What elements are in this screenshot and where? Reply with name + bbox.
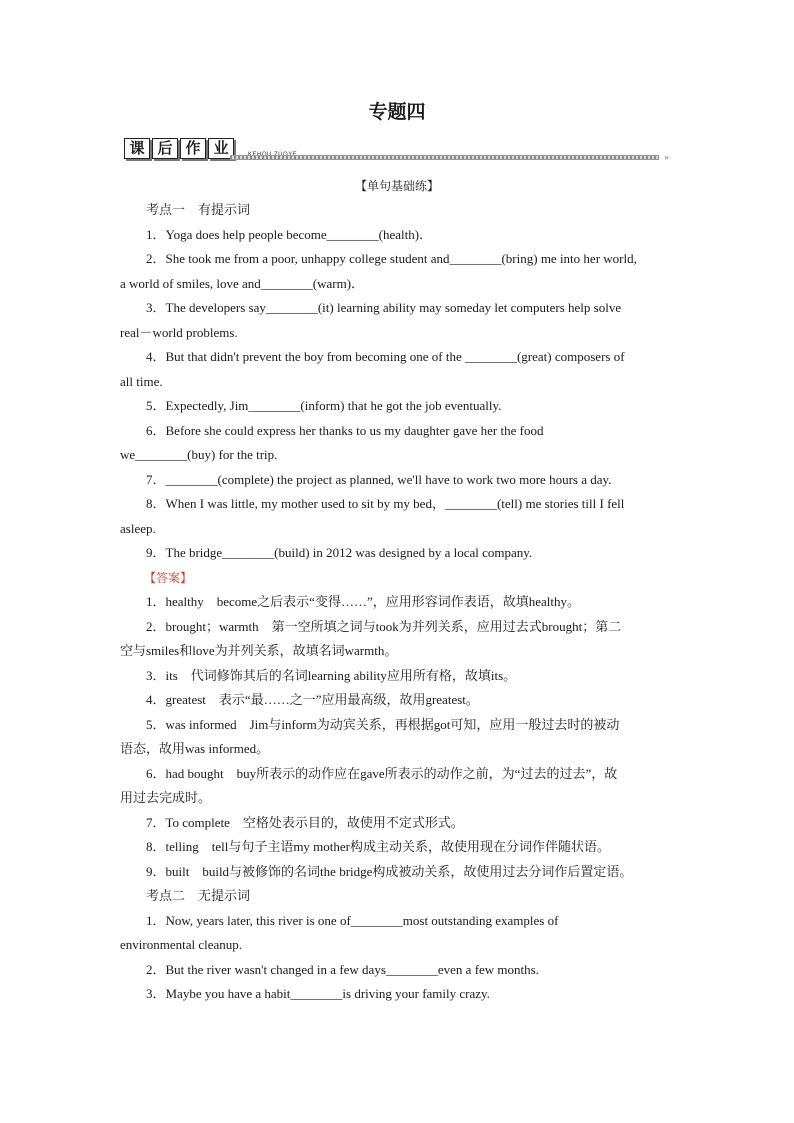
text-line: 7．________(complete) the project as planned, we'll have to work two more hours a day. — [146, 471, 612, 487]
text-line: 2．She took me from a poor, unhappy college student and________(bring) me into her world, — [146, 251, 637, 266]
text-line: 5．was informed Jim与inform为动宾关系，再根据got可知，应用一般过去时的被动 — [146, 716, 620, 732]
text-line: environmental cleanup. — [120, 937, 243, 952]
text-line: 8．When I was little, my mother used to sit by my bed，________(tell) me stories till I fell — [146, 496, 625, 511]
text-line: 1．Now, years later, this river is one of________most outstanding examples of — [146, 912, 559, 928]
text-line: 考点一 有提示词 — [146, 202, 251, 217]
text-line: 3．The developers say________(it) learning ability may someday let computers help solve — [146, 300, 622, 315]
text-line: 5．Expectedly, Jim________(inform) that he got the job eventually. — [146, 398, 502, 413]
text-line: 1．Yoga does help people become________(health)． — [146, 226, 433, 242]
text-line: 用过去完成时。 — [120, 790, 212, 805]
banner-char: 课 — [124, 138, 150, 159]
answer-heading: 【答案】 — [144, 570, 193, 585]
text-line: asleep. — [120, 520, 156, 536]
text-line: 1．healthy become之后表示“变得……”，应用形容词作表语，故填healthy。 — [146, 594, 580, 609]
banner-divider — [230, 155, 659, 160]
text-line: all time. — [120, 373, 163, 389]
text-line: 2．But the river wasn't changed in a few days________even a few months. — [146, 961, 539, 977]
text-line: 3．Maybe you have a habit________is driving your family crazy. — [146, 986, 490, 1001]
text-line: we________(buy) for the trip. — [120, 447, 278, 462]
banner-char: 作 — [180, 138, 206, 159]
text-line: 考点二 无提示词 — [146, 888, 251, 903]
banner-char: 业 — [208, 138, 234, 159]
homework-banner — [124, 138, 669, 164]
text-line: 7．To complete 空格处表示目的，故使用不定式形式。 — [146, 814, 464, 830]
text-line: real－world problems. — [120, 324, 238, 340]
page-title: 专题四 — [368, 101, 426, 123]
text-line: 2．brought；warmth 第一空所填之词与took为并列关系，应用过去式brought；第二 — [146, 618, 622, 634]
banner-boxes — [124, 138, 236, 159]
document-body — [120, 198, 674, 1007]
section-title: 【单句基础练】 — [354, 179, 439, 193]
text-line: 4．But that didn't prevent the boy from becoming one of the ________(great) composers of — [146, 349, 625, 364]
banner-char: 后 — [152, 138, 178, 159]
text-line: 空与smiles和love为并列关系，故填名词warmth。 — [120, 643, 398, 658]
text-line: 6．had bought buy所表示的动作应在gave所表示的动作之前，为“过去的过去”，故 — [146, 765, 618, 781]
text-line: 6．Before she could express her thanks to us my daughter gave her the food — [146, 422, 544, 438]
text-line: a world of smiles, love and________(warm)． — [120, 275, 365, 291]
text-line: 3．its 代词修饰其后的名词learning ability应用所有格，故填its。 — [146, 667, 517, 683]
text-line: 语态，故用was informed。 — [120, 741, 270, 756]
double-arrow-icon: » — [664, 153, 669, 162]
text-line: 9．The bridge________(build) in 2012 was designed by a local company. — [146, 545, 533, 560]
text-line: 8．telling tell与句子主语my mother构成主动关系，故使用现在分词作伴随状语。 — [146, 839, 611, 854]
text-line: 9．built build与被修饰的名词the bridge构成被动关系，故使用过去分词作后置定语。 — [146, 863, 633, 879]
text-line: 4．greatest 表示“最……之一”应用最高级，故用greatest。 — [146, 692, 479, 707]
